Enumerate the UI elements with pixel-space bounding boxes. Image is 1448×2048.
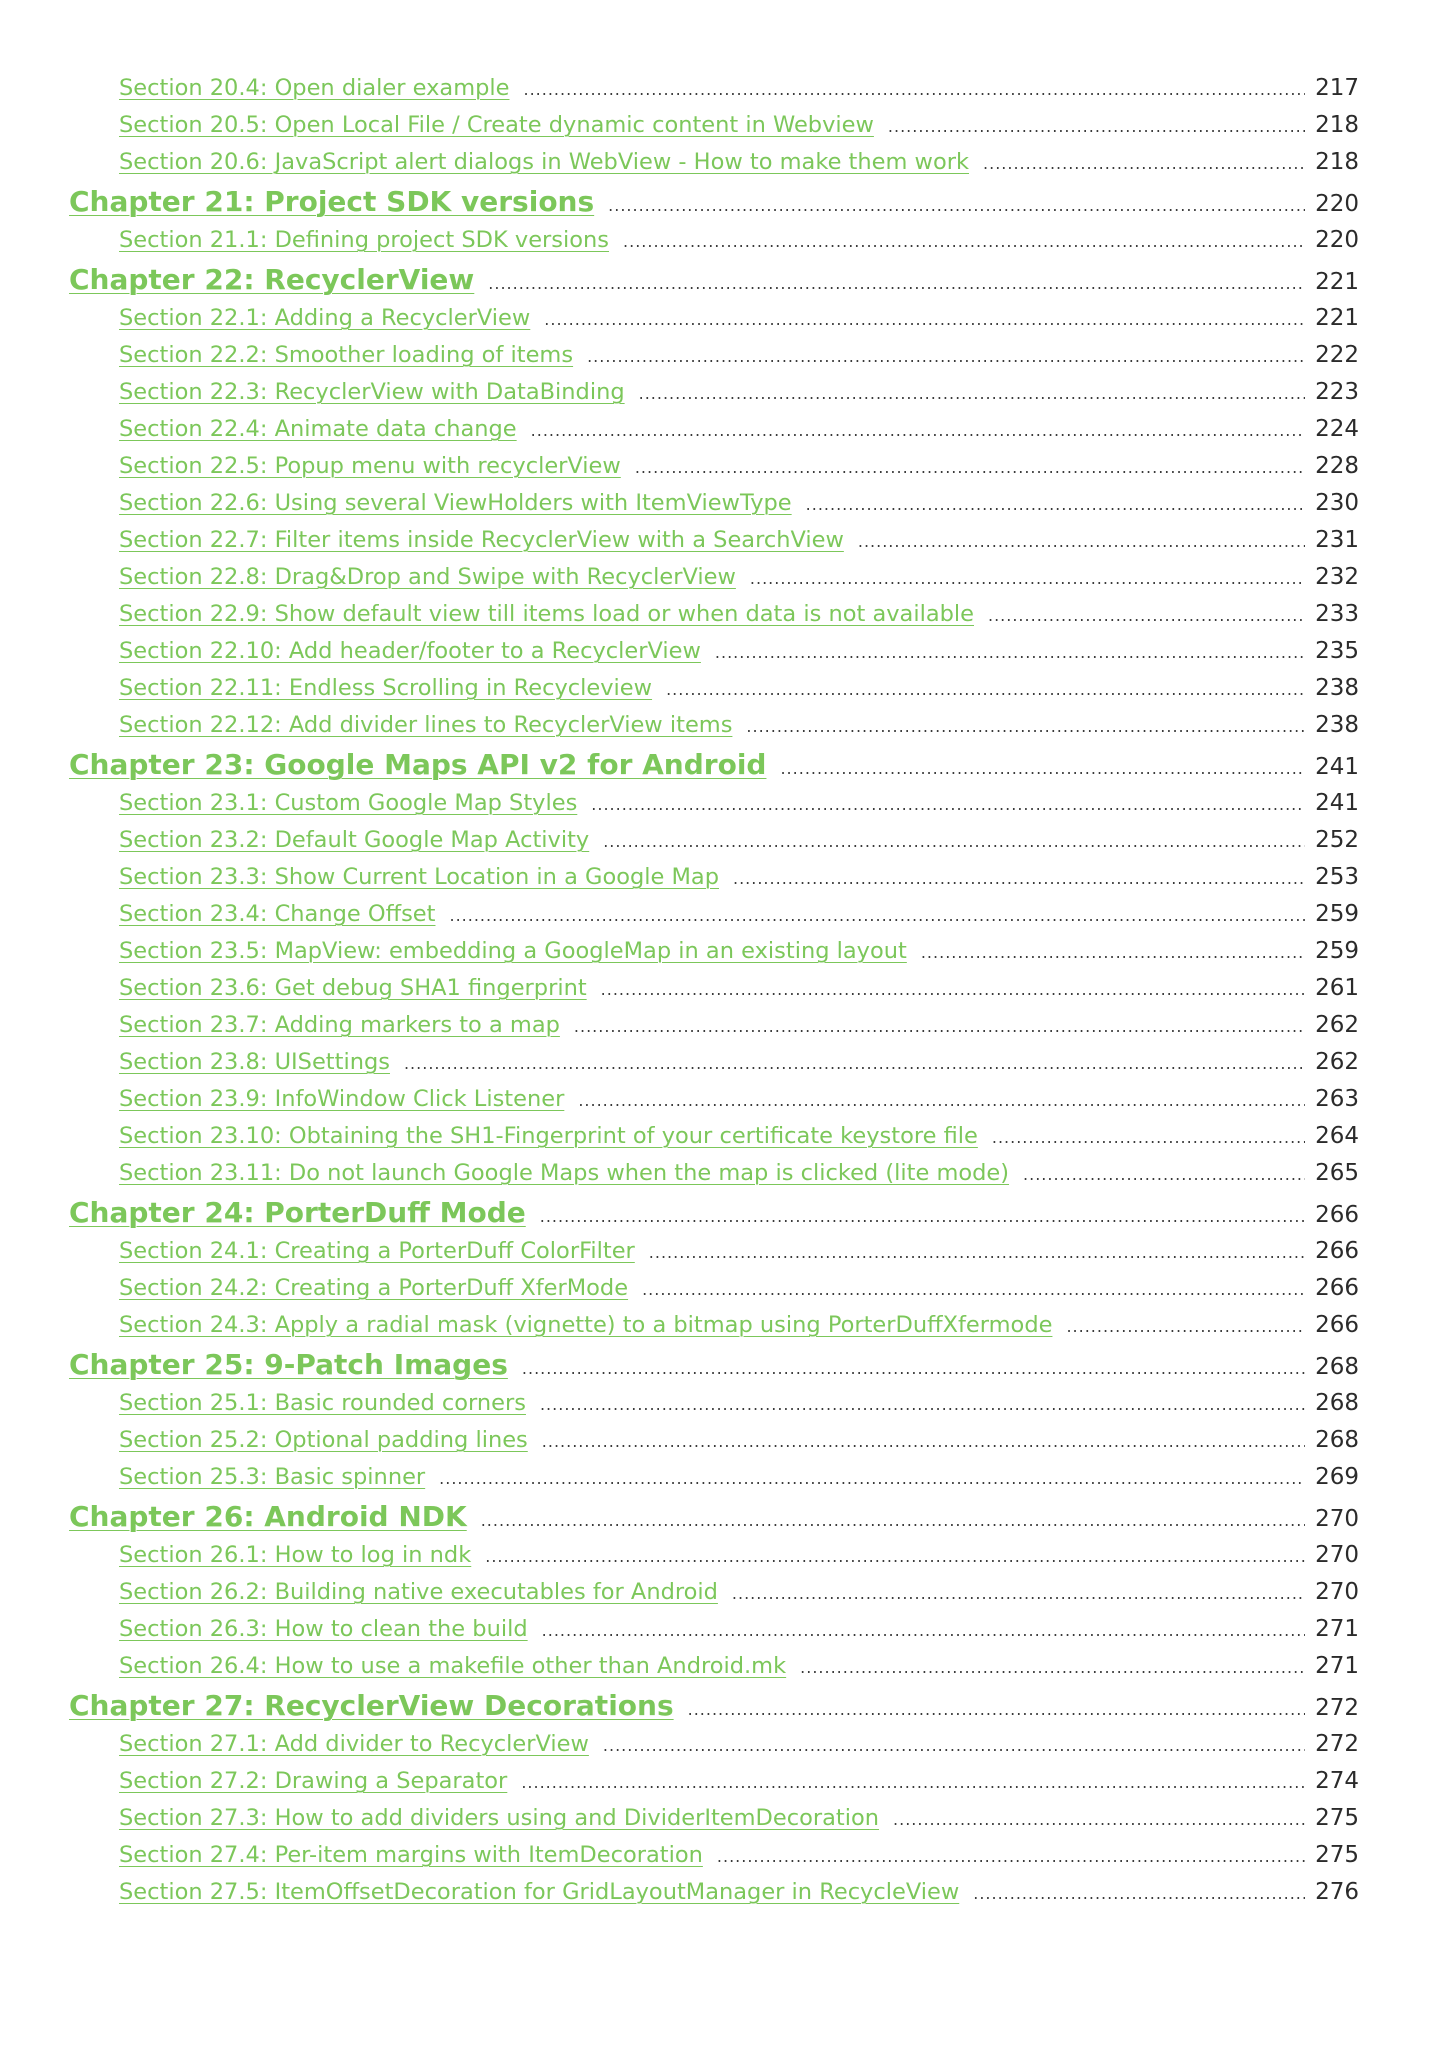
dot-leader	[642, 1271, 1305, 1308]
toc-chapter-link[interactable]: Chapter 23: Google Maps API v2 for Android	[69, 748, 767, 781]
toc-section-link[interactable]: Section 22.12: Add divider lines to RecyclerView items	[119, 712, 733, 738]
toc-section-link[interactable]: Section 27.3: How to add dividers using and DividerItemDecoration	[119, 1805, 880, 1831]
toc-chapter-link[interactable]: Chapter 22: RecyclerView	[69, 263, 475, 296]
dot-leader	[635, 449, 1305, 486]
toc-section-link[interactable]: Section 27.5: ItemOffsetDecoration for GridLayoutManager in RecycleView	[119, 1879, 960, 1905]
dot-leader	[717, 1838, 1305, 1875]
dot-leader	[488, 263, 1305, 304]
toc-section-link[interactable]: Section 23.10: Obtaining the SH1-Fingerprint of your certificate keystore file	[119, 1123, 978, 1149]
toc-section-row	[69, 896, 1359, 933]
dot-leader	[921, 934, 1305, 971]
toc-section-row	[69, 1574, 1359, 1611]
dot-leader	[578, 1082, 1305, 1119]
dot-leader	[746, 708, 1305, 745]
page-number: 230	[1315, 490, 1359, 516]
page-number: 271	[1315, 1653, 1359, 1679]
toc-section-link[interactable]: Section 23.1: Custom Google Map Styles	[119, 790, 578, 816]
toc-section-link[interactable]: Section 22.6: Using several ViewHolders with ItemViewType	[119, 490, 792, 516]
page-number: 274	[1315, 1768, 1359, 1794]
page-number: 223	[1315, 379, 1359, 405]
toc-chapter-row	[69, 1344, 1359, 1385]
toc-chapter-link[interactable]: Chapter 27: RecyclerView Decorations	[69, 1689, 674, 1722]
toc-section-row	[69, 107, 1359, 144]
page-number: 221	[1315, 269, 1359, 295]
page-number: 266	[1315, 1312, 1359, 1338]
toc-section-link[interactable]: Section 22.1: Adding a RecyclerView	[119, 305, 531, 331]
toc-section-row	[69, 596, 1359, 633]
page-number: 235	[1315, 638, 1359, 664]
page-number: 252	[1315, 827, 1359, 853]
toc-section-row	[69, 1800, 1359, 1837]
toc-section-row	[69, 970, 1359, 1007]
toc-section-link[interactable]: Section 23.9: InfoWindow Click Listener	[119, 1086, 565, 1112]
toc-chapter-link[interactable]: Chapter 24: PorterDuff Mode	[69, 1196, 526, 1229]
toc-section-row	[69, 859, 1359, 896]
dot-leader	[603, 823, 1305, 860]
page-number: 261	[1315, 975, 1359, 1001]
toc-section-link[interactable]: Section 22.3: RecyclerView with DataBinding	[119, 379, 625, 405]
page-number: 275	[1315, 1842, 1359, 1868]
page-number: 263	[1315, 1086, 1359, 1112]
toc-chapter-row	[69, 1685, 1359, 1726]
page-number: 253	[1315, 864, 1359, 890]
dot-leader	[540, 1386, 1305, 1423]
toc-section-row	[69, 1648, 1359, 1685]
dot-leader	[574, 1008, 1305, 1045]
toc-section-link[interactable]: Section 22.5: Popup menu with recyclerView	[119, 453, 621, 479]
page-number: 241	[1315, 754, 1359, 780]
toc-chapter-row	[69, 1192, 1359, 1233]
dot-leader	[521, 1764, 1305, 1801]
toc-section-link[interactable]: Section 22.11: Endless Scrolling in Recycleview	[119, 675, 653, 701]
dot-leader	[893, 1801, 1305, 1838]
toc-section-row	[69, 1874, 1359, 1911]
dot-leader	[623, 223, 1305, 260]
toc-chapter-link[interactable]: Chapter 21: Project SDK versions	[69, 185, 595, 218]
page-number: 262	[1315, 1012, 1359, 1038]
page-number: 275	[1315, 1805, 1359, 1831]
toc-section-link[interactable]: Section 22.9: Show default view till items load or when data is not available	[119, 601, 974, 627]
dot-leader	[603, 1727, 1305, 1764]
dot-leader	[983, 145, 1305, 182]
page-number: 238	[1315, 712, 1359, 738]
toc-section-row	[69, 1385, 1359, 1422]
page-number: 233	[1315, 601, 1359, 627]
page-number: 270	[1315, 1579, 1359, 1605]
toc-chapter-row	[69, 744, 1359, 785]
toc-section-row	[69, 1537, 1359, 1574]
toc-section-link[interactable]: Section 22.7: Filter items inside RecyclerView with a SearchView	[119, 527, 844, 553]
page-number: 270	[1315, 1542, 1359, 1568]
toc-section-row	[69, 1155, 1359, 1192]
toc-section-link[interactable]: Section 25.1: Basic rounded corners	[119, 1390, 526, 1416]
toc-section-link[interactable]: Section 26.2: Building native executables for Android	[119, 1579, 718, 1605]
page-number: 231	[1315, 527, 1359, 553]
dot-leader	[542, 1423, 1305, 1460]
toc-section-row	[69, 337, 1359, 374]
toc-section-row	[69, 1611, 1359, 1648]
dot-leader	[858, 523, 1305, 560]
toc-section-link[interactable]: Section 26.4: How to use a makefile other than Android.mk	[119, 1653, 787, 1679]
page-number: 272	[1315, 1695, 1359, 1721]
page-number: 241	[1315, 790, 1359, 816]
page-number: 264	[1315, 1123, 1359, 1149]
toc-section-link[interactable]: Section 25.3: Basic spinner	[119, 1464, 426, 1490]
toc-section-row	[69, 144, 1359, 181]
page-number: 262	[1315, 1049, 1359, 1075]
page-number: 222	[1315, 342, 1359, 368]
toc-section-row	[69, 374, 1359, 411]
toc-section-row	[69, 670, 1359, 707]
page-number: 218	[1315, 112, 1359, 138]
toc-section-link[interactable]: Section 21.1: Defining project SDK versions	[119, 227, 610, 253]
dot-leader	[988, 597, 1305, 634]
toc-section-row	[69, 1307, 1359, 1344]
page-number: 269	[1315, 1464, 1359, 1490]
toc-section-row	[69, 1044, 1359, 1081]
page-number: 220	[1315, 227, 1359, 253]
dot-leader	[481, 1500, 1305, 1541]
page-number: 268	[1315, 1354, 1359, 1380]
toc-section-link[interactable]: Section 27.1: Add divider to RecyclerView	[119, 1731, 589, 1757]
dot-leader	[591, 786, 1305, 823]
toc-section-link[interactable]: Section 22.2: Smoother loading of items	[119, 342, 574, 368]
page-number: 266	[1315, 1202, 1359, 1228]
dot-leader	[449, 897, 1305, 934]
toc-section-row	[69, 1233, 1359, 1270]
page-number: 221	[1315, 305, 1359, 331]
page-number: 271	[1315, 1616, 1359, 1642]
toc-section-link[interactable]: Section 23.6: Get debug SHA1 fingerprint	[119, 975, 587, 1001]
dot-leader	[732, 1575, 1305, 1612]
dot-leader	[992, 1119, 1305, 1156]
dot-leader	[806, 486, 1305, 523]
toc-section-row	[69, 1422, 1359, 1459]
toc-section-row	[69, 222, 1359, 259]
toc-section-row	[69, 559, 1359, 596]
toc-section-row	[69, 411, 1359, 448]
toc-section-row	[69, 707, 1359, 744]
toc-section-row	[69, 1459, 1359, 1496]
page-number: 220	[1315, 191, 1359, 217]
dot-leader	[688, 1689, 1305, 1730]
toc-section-row	[69, 933, 1359, 970]
toc-section-link[interactable]: Section 24.3: Apply a radial mask (vignette) to a bitmap using PorterDuffXfermode	[119, 1312, 1053, 1338]
dot-leader	[439, 1460, 1305, 1497]
page-number: 266	[1315, 1238, 1359, 1264]
toc-section-link[interactable]: Section 23.2: Default Google Map Activity	[119, 827, 590, 853]
dot-leader	[1023, 1156, 1305, 1193]
page-number: 265	[1315, 1160, 1359, 1186]
dot-leader	[531, 412, 1305, 449]
toc-section-link[interactable]: Section 23.8: UISettings	[119, 1049, 390, 1075]
page-number: 268	[1315, 1427, 1359, 1453]
dot-leader	[800, 1649, 1305, 1686]
toc-section-link[interactable]: Section 26.3: How to clean the build	[119, 1616, 528, 1642]
dot-leader	[544, 301, 1305, 338]
toc-section-row	[69, 1726, 1359, 1763]
toc-section-row	[69, 1118, 1359, 1155]
dot-leader	[750, 560, 1305, 597]
page-number: 268	[1315, 1390, 1359, 1416]
toc-section-link[interactable]: Section 23.7: Adding markers to a map	[119, 1012, 560, 1038]
toc-chapter-row	[69, 1496, 1359, 1537]
toc-section-row	[69, 448, 1359, 485]
toc-section-link[interactable]: Section 24.1: Creating a PorterDuff ColorFilter	[119, 1238, 635, 1264]
toc-section-link[interactable]: Section 26.1: How to log in ndk	[119, 1542, 472, 1568]
dot-leader	[522, 1348, 1305, 1389]
page-number: 259	[1315, 901, 1359, 927]
dot-leader	[715, 634, 1305, 671]
toc-section-row	[69, 1081, 1359, 1118]
dot-leader	[540, 1196, 1305, 1237]
toc-section-row	[69, 300, 1359, 337]
dot-leader	[601, 971, 1305, 1008]
toc-chapter-link[interactable]: Chapter 26: Android NDK	[69, 1500, 467, 1533]
toc-chapter-row	[69, 181, 1359, 222]
toc-section-link[interactable]: Section 23.4: Change Offset	[119, 901, 436, 927]
toc-section-link[interactable]: Section 22.10: Add header/footer to a RecyclerView	[119, 638, 701, 664]
page-number: 259	[1315, 938, 1359, 964]
dot-leader	[780, 748, 1305, 789]
toc-section-link[interactable]: Section 20.4: Open dialer example	[119, 75, 510, 101]
toc-section-link[interactable]: Section 23.3: Show Current Location in a Google Map	[119, 864, 719, 890]
page-number: 270	[1315, 1506, 1359, 1532]
dot-leader	[485, 1538, 1305, 1575]
page-number: 276	[1315, 1879, 1359, 1905]
toc-section-row	[69, 485, 1359, 522]
toc-section-link[interactable]: Section 22.8: Drag&Drop and Swipe with RecyclerView	[119, 564, 736, 590]
dot-leader	[666, 671, 1305, 708]
dot-leader	[973, 1875, 1305, 1912]
page-number: 228	[1315, 453, 1359, 479]
dot-leader	[733, 860, 1305, 897]
page-number: 218	[1315, 149, 1359, 175]
toc-section-link[interactable]: Section 20.6: JavaScript alert dialogs in WebView - How to make them work	[119, 149, 970, 175]
dot-leader	[888, 108, 1305, 145]
page-number: 224	[1315, 416, 1359, 442]
toc-section-row	[69, 1270, 1359, 1307]
dot-leader	[1066, 1308, 1305, 1345]
toc-section-row	[69, 1763, 1359, 1800]
toc-section-row	[69, 70, 1359, 107]
page-number: 238	[1315, 675, 1359, 701]
page-number: 272	[1315, 1731, 1359, 1757]
table-of-contents	[69, 70, 1359, 1911]
page-number: 217	[1315, 75, 1359, 101]
dot-leader	[649, 1234, 1305, 1271]
toc-section-row	[69, 633, 1359, 670]
dot-leader	[608, 185, 1305, 226]
page-number: 232	[1315, 564, 1359, 590]
toc-section-row	[69, 785, 1359, 822]
toc-section-row	[69, 522, 1359, 559]
toc-section-row	[69, 1837, 1359, 1874]
toc-chapter-row	[69, 259, 1359, 300]
toc-section-row	[69, 822, 1359, 859]
toc-section-link[interactable]: Section 25.2: Optional padding lines	[119, 1427, 528, 1453]
dot-leader	[524, 71, 1306, 108]
dot-leader	[404, 1045, 1305, 1082]
toc-section-link[interactable]: Section 23.5: MapView: embedding a GoogleMap in an existing layout	[119, 938, 907, 964]
dot-leader	[587, 338, 1305, 375]
toc-section-link[interactable]: Section 24.2: Creating a PorterDuff XferMode	[119, 1275, 629, 1301]
toc-section-row	[69, 1007, 1359, 1044]
toc-section-link[interactable]: Section 27.2: Drawing a Separator	[119, 1768, 508, 1794]
toc-section-link[interactable]: Section 20.5: Open Local File / Create dynamic content in Webview	[119, 112, 874, 138]
toc-section-link[interactable]: Section 23.11: Do not launch Google Maps when the map is clicked (lite mode)	[119, 1160, 1010, 1186]
dot-leader	[542, 1612, 1305, 1649]
toc-chapter-link[interactable]: Chapter 25: 9-Patch Images	[69, 1348, 508, 1381]
page-number: 266	[1315, 1275, 1359, 1301]
dot-leader	[639, 375, 1305, 412]
toc-section-link[interactable]: Section 27.4: Per-item margins with ItemDecoration	[119, 1842, 703, 1868]
toc-section-link[interactable]: Section 22.4: Animate data change	[119, 416, 517, 442]
